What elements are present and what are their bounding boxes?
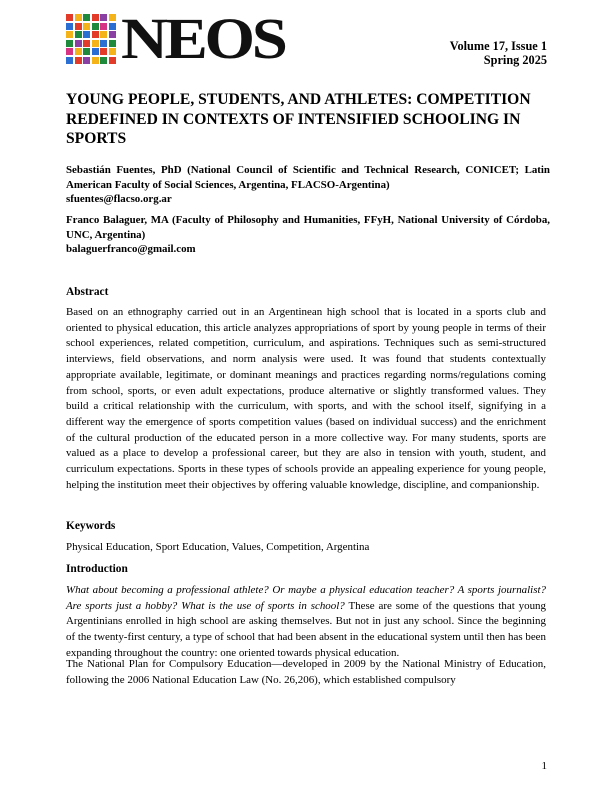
logo-tile: [75, 14, 82, 21]
introduction-heading: Introduction: [66, 563, 128, 575]
author-block-1: [66, 163, 550, 207]
intro-text: These are some of the questions that young Argentinians enrolled in high school are asking themselves. But not in just any school. Since the beginning of the twenty-first century, a type of school that had been absent in the educational system until then has been expanding throughout the country: one oriented towards physical education.: [66, 599, 546, 659]
logo-tile: [66, 48, 73, 55]
logo-tile: [66, 23, 73, 30]
author-affiliation: Franco Balaguer, MA (Faculty of Philosophy and Humanities, FFyH, National University of Córdoba, UNC, Argentina): [66, 214, 550, 241]
logo-tile: [92, 40, 99, 47]
logo-tile: [92, 14, 99, 21]
author-email[interactable]: balaguerfranco@gmail.com: [66, 243, 196, 255]
logo-tile: [100, 14, 107, 21]
logo-tile: [109, 14, 116, 21]
logo-tile: [75, 57, 82, 64]
logo-tile: [92, 23, 99, 30]
logo-tile: [83, 40, 90, 47]
author-email[interactable]: sfuentes@flacso.org.ar: [66, 193, 172, 205]
logo-tile: [92, 57, 99, 64]
logo-tile: [109, 23, 116, 30]
introduction-paragraph-1: [66, 583, 546, 662]
neos-logo: [66, 6, 285, 71]
logo-wordmark: NEOS: [120, 6, 285, 71]
logo-tile: [83, 57, 90, 64]
issue-info: [450, 39, 547, 67]
logo-tile: [75, 48, 82, 55]
article-title: YOUNG PEOPLE, STUDENTS, AND ATHLETES: COMPETITION REDEFINED IN CONTEXTS OF INTENSIFIED SCHOOLING IN SPORTS: [66, 91, 531, 147]
season: Spring 2025: [483, 53, 547, 67]
logo-tile: [100, 31, 107, 38]
abstract-text: Based on an ethnography carried out in an Argentinean high school that is located in a sports club and oriented to physical education, this article analyzes appropriations of sport by young people in terms of their school experiences, related competition, curriculum, and aspirations. Techniques such as semi-structured interviews, field observations, and norm analysis were used. It was found that students contextually appropriate available, legitimate, or dominant meanings and practices regarding norms/regulations coming from school, sports, or even adult expectations, produce alternative or slightly transformed values. They build a critical relationship with the curriculum, with sports, and with the school itself, signifying in a different way the emergence of sports competition values (based on individual success) and the enrichment of the cultural production of the educated person in a more collective way. For many students, sports are valued as a place to develop a professional career, but they are also in tension with youth, student, and curriculum expectations. Sports in these types of schools provide an appealing experience for young people, helping the institution meet their objectives by offering valuable knowledge, discipline, and companionship.: [66, 306, 546, 491]
logo-tile: [75, 31, 82, 38]
logo-mosaic: [66, 14, 116, 64]
author-affiliation: Sebastián Fuentes, PhD (National Council of Scientific and Technical Research, CONICET; Latin American Faculty of Social Sciences, Argentina, FLACSO-Argentina): [66, 164, 550, 191]
introduction-paragraph-2: The National Plan for Compulsory Education—developed in 2009 by the National Ministry of Education, following the 2006 National Education Law (No. 26,206), which established compulsory: [66, 658, 546, 686]
logo-tile: [109, 40, 116, 47]
logo-tile: [83, 14, 90, 21]
logo-tile: [83, 23, 90, 30]
logo-tile: [83, 48, 90, 55]
logo-tile: [109, 57, 116, 64]
volume-issue: Volume 17, Issue 1: [449, 39, 547, 53]
logo-tile: [66, 40, 73, 47]
logo-tile: [100, 57, 107, 64]
logo-tile: [100, 23, 107, 30]
logo-tile: [75, 40, 82, 47]
logo-tile: [66, 14, 73, 21]
logo-tile: [83, 31, 90, 38]
logo-tile: [109, 48, 116, 55]
logo-tile: [100, 40, 107, 47]
intro-questions: What about becoming a professional athlete? Or maybe a physical education teacher? A sports journalist? Are sports just a hobby? What is the use of sports in school?: [66, 584, 546, 612]
author-block-2: [66, 213, 550, 257]
abstract-heading: Abstract: [66, 286, 109, 298]
page-number: 1: [541, 760, 547, 772]
logo-tile: [66, 57, 73, 64]
logo-tile: [75, 23, 82, 30]
logo-tile: [100, 48, 107, 55]
keywords-heading: Keywords: [66, 520, 116, 532]
logo-tile: [66, 31, 73, 38]
logo-tile: [109, 31, 116, 38]
keywords-text: Physical Education, Sport Education, Values, Competition, Argentina: [66, 541, 370, 553]
logo-tile: [92, 31, 99, 38]
logo-tile: [92, 48, 99, 55]
